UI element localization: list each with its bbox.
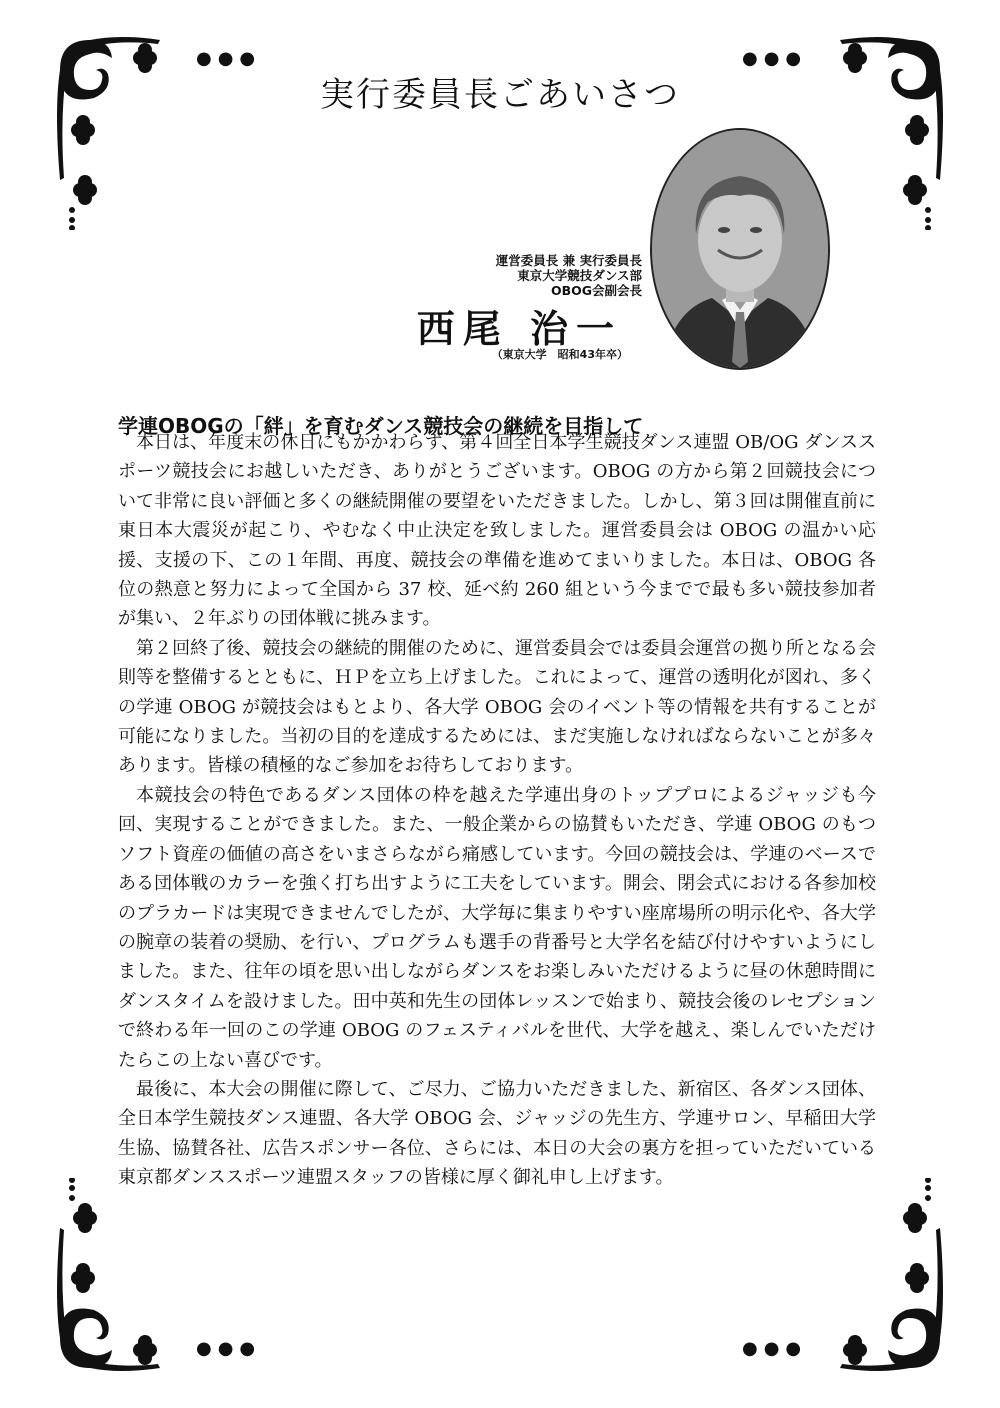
- role-line: 東京大学競技ダンス部: [517, 268, 642, 283]
- person-name: 西尾 治一: [416, 306, 622, 351]
- section-heading: 学連OBOGの「絆」を育むダンス競技会の継続を目指して: [118, 413, 644, 438]
- dot-row-icon: ●●●: [196, 48, 262, 69]
- dot-row-icon: ●●●: [742, 48, 808, 69]
- paragraph: 本競技会の特色であるダンス団体の枠を越えた学連出身のトッププロによるジャッジも今回、実現することができました。また、一般企業からの協賛もいただき、学連 OBOG のもつソフト資産の価値の高さをいまさらながら痛感しています。今回の競技会は、学連のベースである団体戦のカラーを強く打ち出すように工夫をしています。開会、閉会式における各参加校のプラカードは実現できませんでしたが、大学毎に集まりやすい座席場所の明示化や、各大学の腕章の装着の奨励、を行い、プログラムも選手の背番号と大学名を結び付けやすいようにしました。また、往年の頃を思い出しながらダンスをお楽しみいただけるように昼の休憩時間にダンスタイムを設けました。田中英和先生の団体レッスンで始まり、競技会後のレセプションで終わる年一回のこの学連 OBOG のフェスティバルを世代、大学を越え、楽しんでいただけたらこの上ない喜びです。: [118, 784, 876, 1071]
- paragraph: 最後に、本大会の開催に際して、ご尽力、ご協力いただきました、新宿区、各ダンス団体、全日本学生競技ダンス連盟、各大学 OBOG 会、ジャッジの先生方、学連サロン、早稲田大学生協、協賛各社、広告スポンサー各位、さらには、本日の大会の裏方を担っていただいている東京都ダンススポーツ連盟スタッフの皆様に厚く御礼申し上げます。: [118, 1078, 876, 1189]
- clover-ornament-icon: [50, 30, 190, 230]
- paragraph: 第２回終了後、競技会の継続的開催のために、運営委員会では委員会運営の拠り所となる会則等を整備するとともに、ＨＰを立ち上げました。これによって、運営の透明化が図れ、多くの学連 OBOG が競技会はもとより、各大学 OBOG 会のイベント等の情報を共有することが可能になりました。当初の目的を達成するためには、まだ実施しなければならないことが多々あります。皆様の積極的なご参加をお待ちしております。: [118, 637, 876, 777]
- paragraph: 本日は、年度末の休日にもかかわらず、第４回全日本学生競技ダンス連盟 OB/OG ダンススポーツ競技会にお越しいただき、ありがとうございます。OBOG の方から第２回競技会について非常に良い評価と多くの継続開催の要望をいただきました。しかし、第３回は開催直前に東日本大震災が起こり、やむなく中止決定を致しました。運営委員会は OBOG の温かい応援、支援の下、この１年間、再度、競技会の準備を進めてまいりました。本日は、OBOG 各位の熱意と努力によって全国から 37 校、延べ約 260 組という今までで最も多い競技参加者が集い、２年ぶりの団体戦に挑みます。: [118, 432, 876, 630]
- role-line: OBOG会副会長: [550, 283, 642, 298]
- role-line: 運営委員長 兼 実行委員長: [495, 253, 642, 268]
- page-title: 実行委員長ごあいさつ: [320, 74, 680, 115]
- person-affiliation: （東京大学 昭和43年卒）: [491, 348, 628, 361]
- person-role: [496, 253, 642, 298]
- clover-ornament-icon: [810, 1178, 950, 1378]
- portrait-photo-icon: [650, 128, 830, 370]
- dot-row-icon: ●●●: [196, 1338, 262, 1359]
- dot-row-icon: ●●●: [742, 1338, 808, 1359]
- clover-ornament-icon: [810, 30, 950, 230]
- body-text: [118, 428, 876, 1193]
- clover-ornament-icon: [50, 1178, 190, 1378]
